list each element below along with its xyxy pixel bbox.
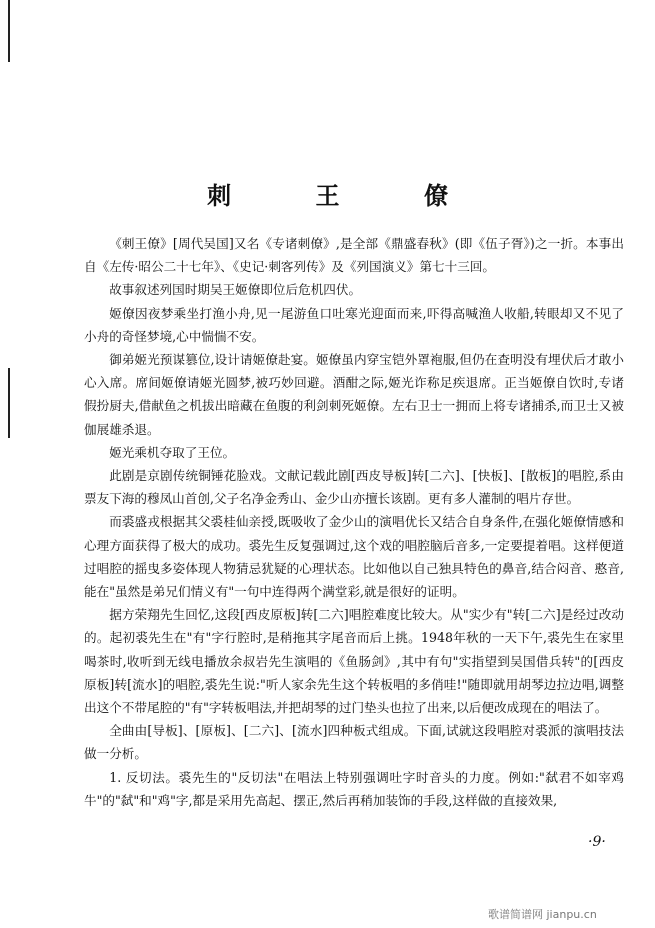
page-title: 刺 王 僚: [207, 182, 486, 210]
paragraph-9: 全曲由[导板]、[原板]、[二六]、[流水]四种板式组成。下面,试就这段唱腔对裘派的演唱技法做一分析。: [84, 723, 624, 762]
paragraph-3: 姬僚因夜梦乘坐打渔小舟,见一尾游鱼口吐寒光迎面而来,吓得高喊渔人收船,转眼却又不见了小舟的奇怪梦境,心中惴惴不安。: [84, 305, 624, 344]
margin-rule-middle: [8, 368, 10, 438]
paragraph-4: 御弟姬光预谋篡位,设计请姬僚赴宴。姬僚虽内穿宝铠外罩袍服,但仍在查明没有埋伏后才敢小心入席。席间姬僚请姬光圆梦,被巧妙回避。酒酣之际,姬光诈称足疾退席。正当姬僚自饮时,专诸假扮厨夫,借献鱼之机拔出暗藏在鱼腹的利剑刺死姬僚。左右卫士一拥而上将专诸捕杀,而卫士又被伽展雄杀退。: [84, 352, 624, 437]
paragraph-10: 1. 反切法。裘先生的"反切法"在唱法上特别强调吐字时音头的力度。例如:"弑君不如宰鸡牛"的"弑"和"鸡"字,都是采用先高起、摆正,然后再稍加装饰的手段,这样做的直接效果,: [84, 769, 624, 808]
paragraph-5: 姬光乘机夺取了王位。: [109, 444, 236, 460]
paragraph-6: 此剧是京剧传统铜锤花脸戏。文献记载此剧[西皮导板]转[二六]、[快板]、[散板]的唱腔,系由票友下海的穆凤山首创,父子名净金秀山、金少山亦擅长该剧。更有多人灌制的唱片存世。: [84, 468, 624, 507]
paragraph-7: 而裘盛戎根据其父裘桂仙亲授,既吸收了金少山的演唱优长又结合自身条件,在强化姬僚情感和心理方面获得了极大的成功。裘先生反复强调过,这个戏的唱腔脑后音多,一定要提着唱。这样便道过唱腔的摇曳多姿体现人物猜忌犹疑的心理状态。比如他以自己独具特色的鼻音,结合闷音、憨音,能在"虽然是弟兄们情义有"一句中连得两个满堂彩,就是很好的证明。: [84, 514, 624, 600]
margin-rule-top: [8, 0, 10, 62]
page-number: ·9·: [588, 834, 606, 850]
watermark: 歌谱简谱网 jianpu.cn: [488, 908, 597, 921]
paragraph-2: 故事叙述列国时期吴王姬僚即位后危机四伏。: [109, 282, 362, 298]
paragraph-1: 《刺王僚》[周代吴国]又名《专诸刺僚》,是全部《鼎盛春秋》(即《伍子胥》)之一折。本事出自《左传·昭公二十七年》、《史记·刺客列传》及《列国演义》第七十三回。: [84, 236, 624, 275]
body-text: [84, 232, 624, 812]
paragraph-8: 据方荣翔先生回忆,这段[西皮原板]转[二六]唱腔难度比较大。从"实少有"转[二六]是经过改动的。起初裘先生在"有"字行腔时,是稍拖其字尾音而后上挑。1948年秋的一天下午,裘先生在家里喝茶时,收听到无线电播放余叔岩先生演唱的《鱼肠剑》,其中有句"实指望到吴国借兵转"的[西皮原板]转[流水]的唱腔,裘先生说:"听人家余先生这个转板唱的多俏哇!"随即就用胡琴边拉边唱,调整出这个不带尾腔的"有"字转板唱法,并把胡琴的过门垫头也拉了出来,以后便改成现在的唱法了。: [84, 607, 624, 716]
